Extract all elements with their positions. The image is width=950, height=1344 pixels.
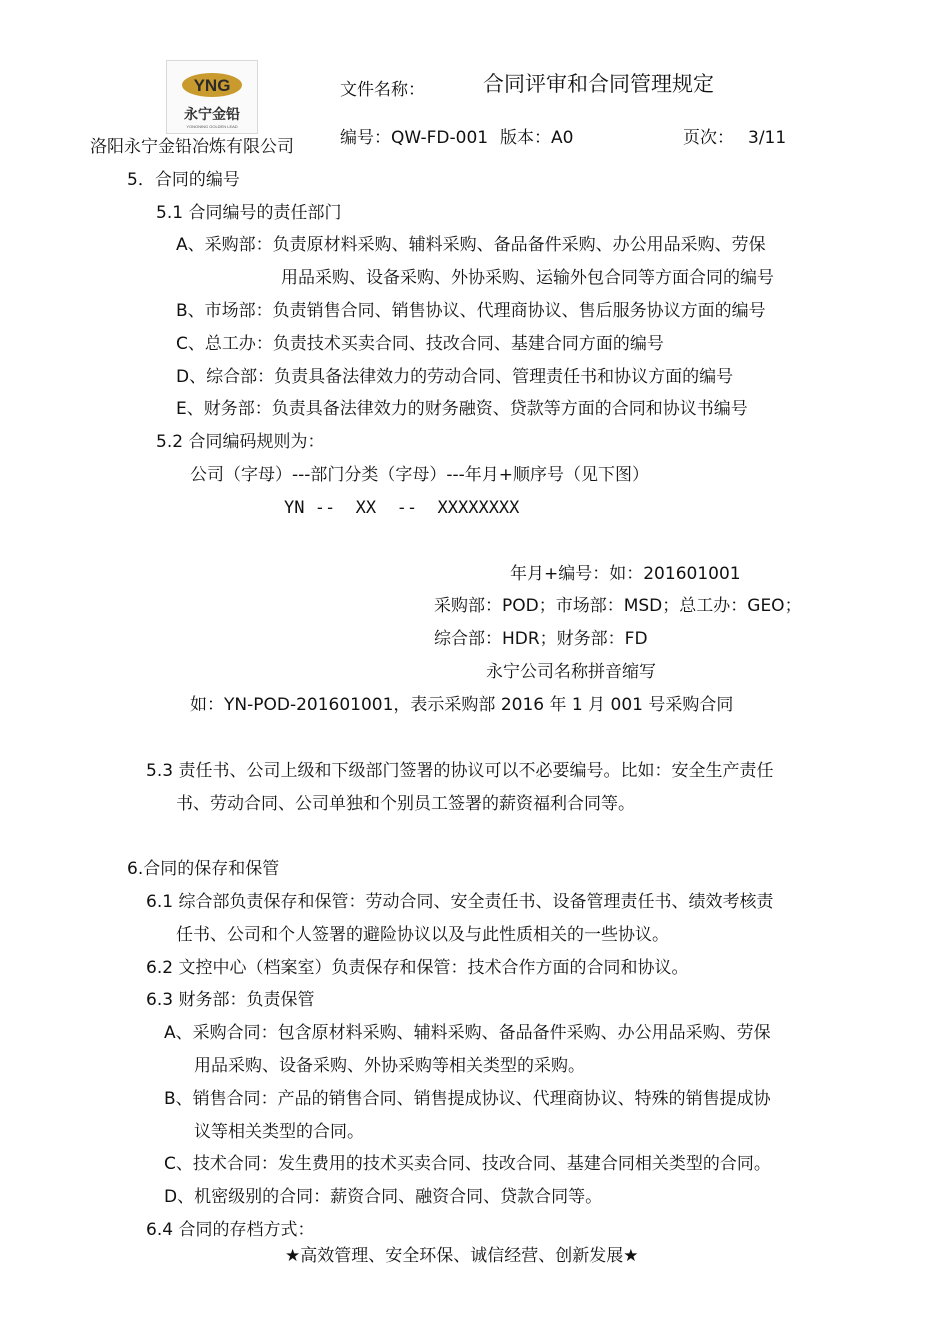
item-6-3-a-line1: A、采购合同：包含原材料采购、辅料采购、备品备件采购、办公用品采购、劳保 [164, 1023, 771, 1043]
item-5-1-d: D、综合部：负责具备法律效力的劳动合同、管理责任书和协议方面的编号 [176, 367, 734, 387]
section-6-2: 6.2 文控中心（档案室）负责保存和保管：技术合作方面的合同和协议。 [146, 958, 689, 978]
file-name-label: 文件名称： [340, 80, 425, 100]
code-pattern: YN -- XX -- XXXXXXXX [284, 498, 520, 518]
item-5-1-a-line2: 用品采购、设备采购、外协采购、运输外包合同等方面合同的编号 [281, 268, 774, 288]
note-company-abbrev: 永宁公司名称拼音缩写 [486, 662, 656, 682]
item-5-1-c: C、总工办：负责技术买卖合同、技改合同、基建合同方面的编号 [176, 334, 664, 354]
item-5-1-a-line1: A、采购部：负责原材料采购、辅料采购、备品备件采购、办公用品采购、劳保 [176, 235, 766, 255]
note-departments-1: 采购部：POD；市场部：MSD；总工办：GEO； [434, 596, 802, 616]
section-5-3-line2: 书、劳动合同、公司单独和个别员工签署的薪资福利合同等。 [176, 794, 635, 814]
document-title: 合同评审和合同管理规定 [483, 72, 714, 96]
section-5-3-line1: 5.3 责任书、公司上级和下级部门签署的协议可以不必要编号。比如：安全生产责任 [146, 761, 774, 781]
logo-text: YNG [193, 76, 231, 95]
section-5-2-heading: 5.2 合同编码规则为： [156, 432, 325, 452]
logo-subtext: 永宁金铅 [184, 107, 240, 123]
section-6-1-line2: 任书、公司和个人签署的避险协议以及与此性质相关的一些协议。 [176, 925, 669, 945]
section-6-3-heading: 6.3 财务部：负责保管 [146, 990, 315, 1010]
page-label: 页次： [683, 128, 734, 148]
page-number: 3/11 [748, 128, 787, 148]
item-5-1-e: E、财务部：负责具备法律效力的财务融资、贷款等方面的合同和协议书编号 [176, 399, 748, 419]
footer-slogan: ★高效管理、安全环保、诚信经营、创新发展★ [285, 1246, 639, 1266]
item-5-1-b: B、市场部：负责销售合同、销售协议、代理商协议、售后服务协议方面的编号 [176, 301, 766, 321]
item-6-3-d: D、机密级别的合同：薪资合同、融资合同、贷款合同等。 [164, 1187, 603, 1207]
item-6-3-c: C、技术合同：发生费用的技术买卖合同、技改合同、基建合同相关类型的合同。 [164, 1154, 771, 1174]
code-example: 如：YN-POD-201601001，表示采购部 2016 年 1 月 001 号采购合同 [190, 695, 734, 715]
company-name: 洛阳永宁金铅冶炼有限公司 [90, 137, 294, 157]
item-6-3-a-line2: 用品采购、设备采购、外协采购等相关类型的采购。 [194, 1056, 585, 1076]
section-6-4-heading: 6.4 合同的存档方式： [146, 1220, 315, 1240]
section-6-heading: 6.合同的保存和保管 [127, 859, 280, 879]
section-5-heading: 5．合同的编号 [127, 170, 240, 190]
note-year-month: 年月+编号：如：201601001 [510, 564, 741, 584]
item-6-3-b-line1: B、销售合同：产品的销售合同、销售提成协议、代理商协议、特殊的销售提成协 [164, 1089, 771, 1109]
item-6-3-b-line2: 议等相关类型的合同。 [194, 1122, 364, 1142]
document-number: 编号：QW-FD-001 [340, 128, 489, 148]
logo-small: YONGNING GOLDEN LEAD [186, 124, 238, 129]
note-departments-2: 综合部：HDR；财务部：FD [434, 629, 648, 649]
section-6-1-line1: 6.1 综合部负责保存和保管：劳动合同、安全责任书、设备管理责任书、绩效考核责 [146, 892, 774, 912]
logo-graphic [167, 61, 257, 133]
section-5-1-heading: 5.1 合同编号的责任部门 [156, 203, 342, 223]
company-logo [166, 60, 258, 134]
document-version: 版本：A0 [500, 128, 574, 148]
code-rule: 公司（字母）---部门分类（字母）---年月+顺序号（见下图） [190, 465, 650, 485]
